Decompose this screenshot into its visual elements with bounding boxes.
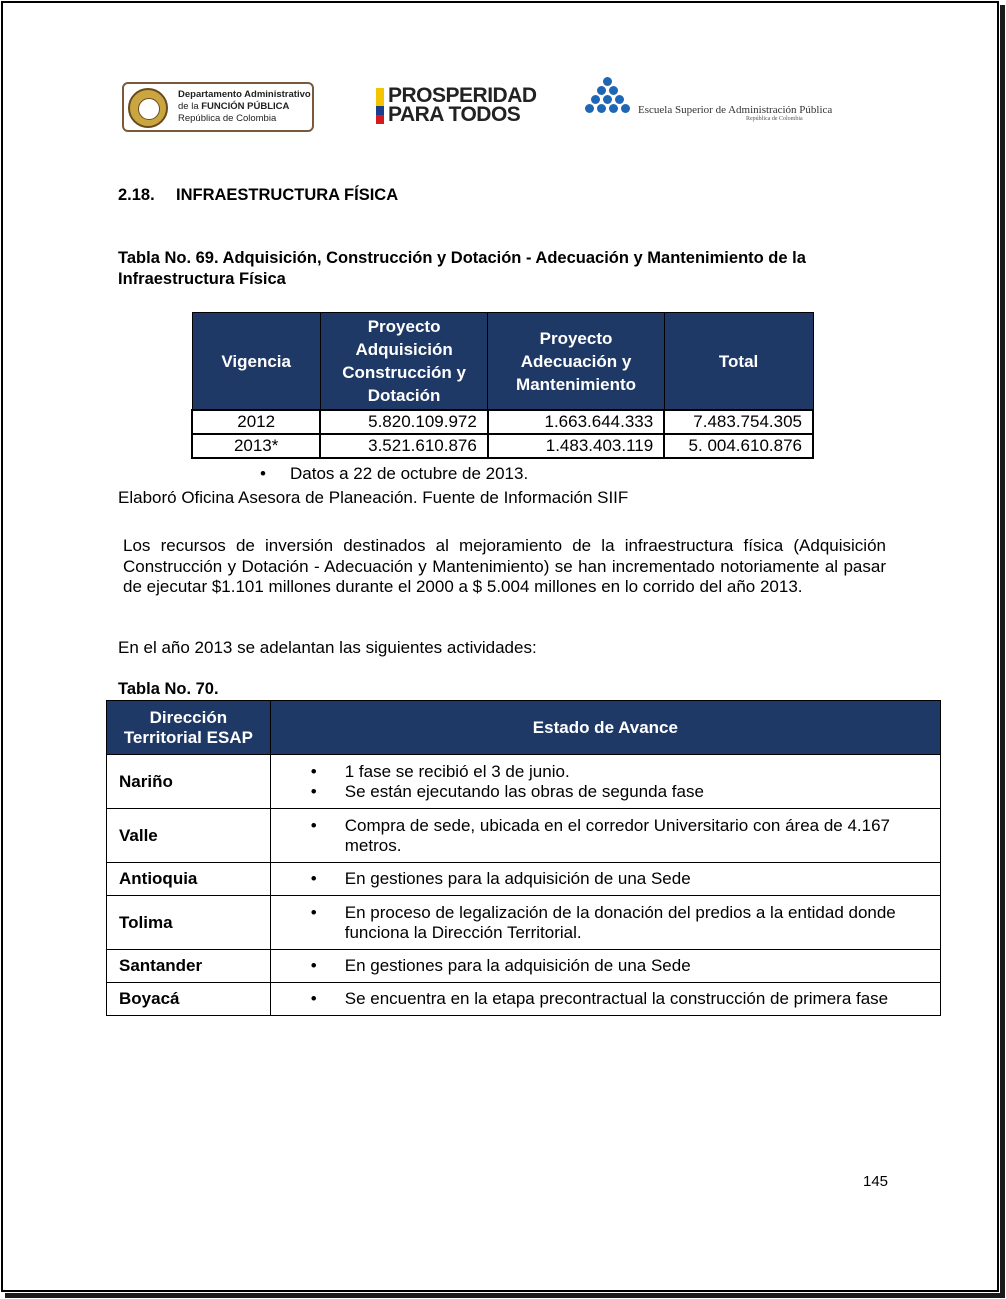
bullet: • — [310, 902, 317, 922]
table-cell: 1.483.403.119 — [488, 434, 664, 458]
table-row — [107, 863, 941, 896]
list-item-text: Se están ejecutando las obras de segunda fase — [344, 781, 704, 801]
bullet: • — [310, 781, 317, 801]
page-shadow-bottom — [5, 1293, 1005, 1298]
table70-header-row — [107, 701, 941, 755]
list-item-text: En gestiones para la adquisición de una Sede — [344, 869, 691, 888]
status-cell — [270, 983, 940, 1016]
logo1-line1: Departamento Administrativo — [178, 89, 311, 100]
logo1-line2-bold: FUNCIÓN PÚBLICA — [201, 101, 290, 112]
page-number: 145 — [863, 1173, 889, 1190]
territorial-name: Valle — [107, 809, 271, 863]
table-row — [107, 809, 941, 863]
body-paragraph: Los recursos de inversión destinados al mejoramiento de la infraestructura física (Adquisición Construcción y Dotación - Adecuación y Mantenimiento) se han incrementado notoriamente al pasar de ejecutar $1.101 millones durante el 2000 a $ 5.004 millones en lo corrido del año 2013. — [123, 536, 886, 596]
status-cell — [270, 896, 940, 950]
list-item-text: En proceso de legalización de la donación del predios a la entidad donde funciona la Dirección Territorial. — [344, 902, 896, 942]
bullet: • — [310, 869, 317, 888]
list-item — [311, 903, 930, 943]
table69-header-row — [192, 313, 813, 411]
table69-caption: Tabla No. 69. Adquisición, Construcción y Dotación - Adecuación y Mantenimiento de la Infraestructura Física — [118, 249, 806, 288]
list-item — [311, 762, 930, 782]
bullet: • — [310, 761, 317, 781]
table-cell: 2012 — [192, 410, 320, 434]
status-cell — [270, 809, 940, 863]
page-shadow-right — [1000, 5, 1005, 1297]
status-cell — [270, 755, 940, 809]
table69-note-text: Datos a 22 de octubre de 2013. — [290, 464, 529, 483]
territorial-name: Antioquia — [107, 863, 271, 896]
list-item — [311, 782, 930, 802]
list-item-text: Compra de sede, ubicada en el corredor Universitario con área de 4.167 metros. — [344, 815, 891, 855]
list-item-text: En gestiones para la adquisición de una Sede — [344, 956, 691, 975]
logo2-line2: PARA TODOS — [388, 103, 521, 126]
logo1-line3: República de Colombia — [178, 113, 277, 124]
list-item-text: 1 fase se recibió el 3 de junio. — [344, 761, 570, 781]
table69-header-cell: Proyecto Adquisición Construcción y Dotación — [320, 313, 488, 411]
intro-text: En el año 2013 se adelantan las siguientes actividades: — [118, 638, 537, 657]
table69-header-cell: Total — [664, 313, 813, 411]
list-item — [311, 869, 930, 889]
list-item — [311, 989, 930, 1009]
section-title — [118, 186, 398, 205]
table-row — [107, 983, 941, 1016]
colombia-seal-icon — [128, 88, 168, 128]
table-cell: 2013* — [192, 434, 320, 458]
table-row — [192, 410, 813, 434]
section-title-text: INFRAESTRUCTURA FÍSICA — [176, 186, 399, 204]
table-cell: 3.521.610.876 — [320, 434, 488, 458]
table-cell: 1.663.644.333 — [488, 410, 664, 434]
table-row — [107, 950, 941, 983]
esap-sub: República de Colombia — [746, 116, 803, 122]
table-cell: 5. 004.610.876 — [664, 434, 813, 458]
colombia-flag-icon — [376, 88, 384, 124]
table69-source: Elaboró Oficina Asesora de Planeación. Fuente de Información SIIF — [118, 488, 629, 507]
logo1-line2-prefix: de la — [178, 101, 202, 112]
prosperidad-logo — [376, 84, 537, 128]
funcion-publica-logo-text — [178, 89, 311, 125]
territorial-name: Boyacá — [107, 983, 271, 1016]
table-row — [107, 896, 941, 950]
list-item — [311, 816, 930, 856]
territorial-name: Tolima — [107, 896, 271, 950]
table69-header-cell: Proyecto Adecuación y Mantenimiento — [488, 313, 664, 411]
table-cell: 5.820.109.972 — [320, 410, 488, 434]
status-cell — [270, 950, 940, 983]
table-row — [107, 755, 941, 809]
list-item — [311, 956, 930, 976]
prosperidad-logo-text — [388, 86, 537, 124]
esap-dots-icon — [582, 77, 634, 123]
section-number: 2.18. — [118, 186, 155, 204]
table70-header-cell: Dirección Territorial ESAP — [107, 701, 271, 755]
bullet: • — [310, 956, 317, 975]
table69-header-cell: Vigencia — [192, 313, 320, 411]
bullet: • — [260, 464, 266, 483]
logo2-line1: PROSPERIDAD — [388, 84, 537, 107]
table70 — [106, 700, 941, 1016]
bullet: • — [310, 989, 317, 1008]
list-item-text: Se encuentra en la etapa precontractual la construcción de primera fase — [344, 989, 889, 1008]
esap-logo — [578, 77, 833, 127]
table70-header-cell: Estado de Avance — [270, 701, 940, 755]
esap-name: Escuela Superior de Administración Pública — [638, 104, 833, 116]
territorial-name: Santander — [107, 950, 271, 983]
table-cell: 7.483.754.305 — [664, 410, 813, 434]
table69 — [191, 312, 814, 459]
table70-caption: Tabla No. 70. — [118, 680, 219, 698]
status-cell — [270, 863, 940, 896]
funcion-publica-logo — [122, 82, 314, 132]
bullet: • — [310, 815, 317, 835]
territorial-name: Nariño — [107, 755, 271, 809]
table-row — [192, 434, 813, 458]
table69-note — [260, 464, 528, 484]
